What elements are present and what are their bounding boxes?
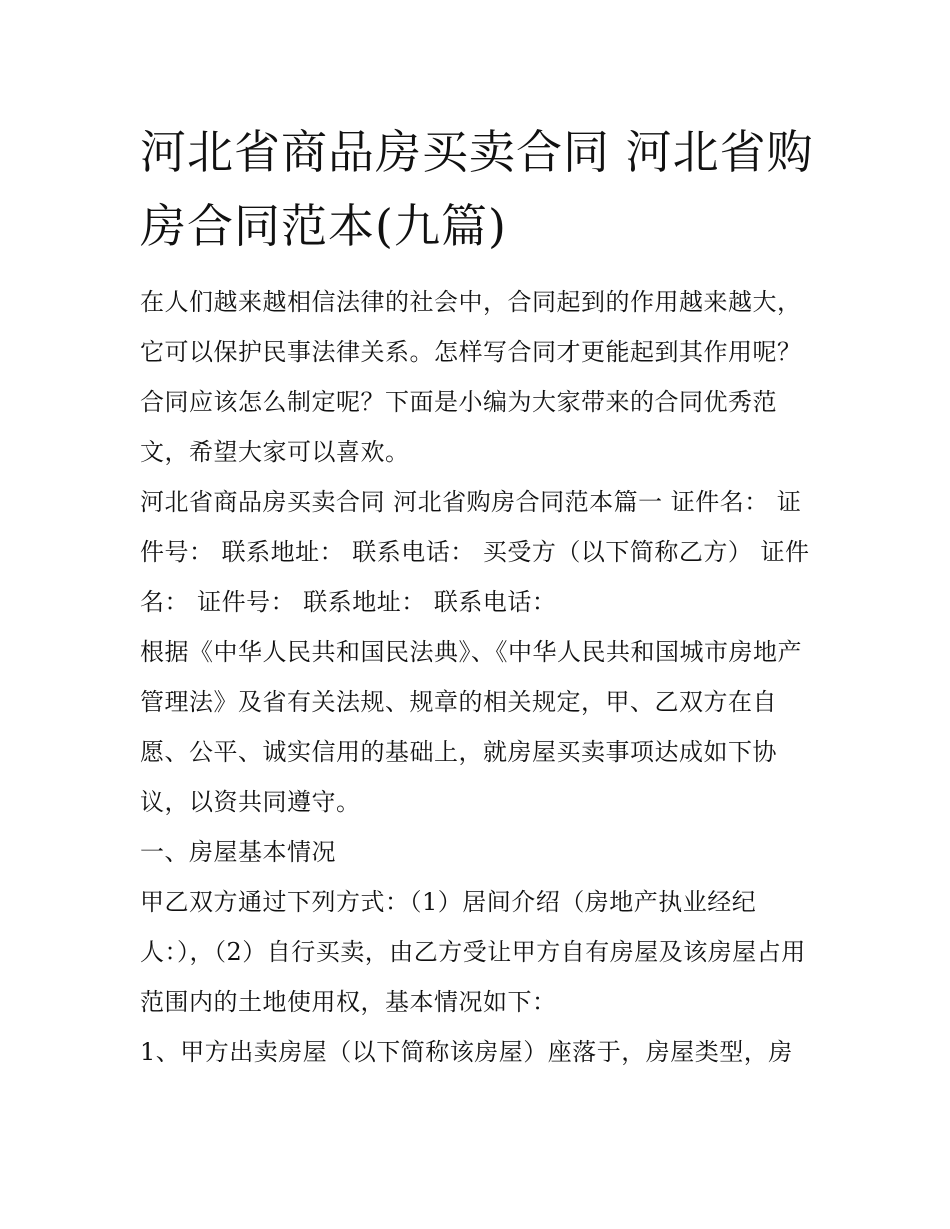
transaction-method-paragraph: 甲乙双方通过下列方式：（1）居间介绍（房地产执业经纪人：），（2）自行买卖，由乙方受让甲方自有房屋及该房屋占用范围内的土地使用权，基本情况如下： bbox=[140, 888, 806, 1016]
document-title: 河北省商品房买卖合同 河北省购房合同范本(九篇) bbox=[140, 125, 814, 253]
document-page bbox=[140, 115, 815, 1077]
legal-basis-paragraph: 根据《中华人民共和国民法典》、《中华人民共和国城市房地产管理法》及省有关法规、规章的相关规定，甲、乙双方在自愿、公平、诚实信用的基础上，就房屋买卖事项达成如下协议，以资共同遵守。 bbox=[140, 638, 802, 816]
intro-paragraph: 在人们越来越相信法律的社会中，合同起到的作用越来越大，它可以保护民事法律关系。怎样写合同才更能起到其作用呢？合同应该怎么制定呢？下面是小编为大家带来的合同优秀范文，希望大家可以喜欢。 bbox=[140, 288, 802, 466]
section-heading: 一、房屋基本情况 bbox=[140, 838, 336, 866]
property-location-paragraph: 1、甲方出卖房屋（以下简称该房屋）座落于，房屋类型，房 bbox=[140, 1038, 793, 1066]
party-info-paragraph: 河北省商品房买卖合同 河北省购房合同范本篇一 证件名： 证件号： 联系地址： 联系电话： 买受方（以下简称乙方） 证件名： 证件号： 联系地址： 联系电话： bbox=[140, 488, 810, 616]
